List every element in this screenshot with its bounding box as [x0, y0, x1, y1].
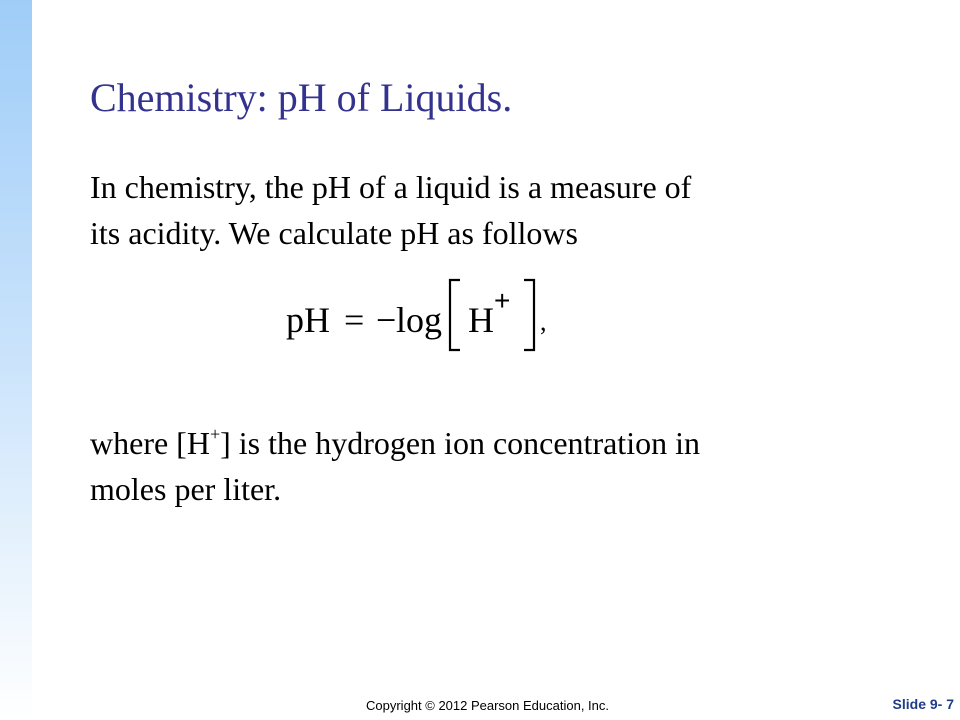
formula-equals: =: [344, 300, 365, 340]
intro-line-1: In chemistry, the pH of a liquid is a measure of: [90, 169, 692, 205]
formula-comma: ,: [540, 307, 547, 336]
explanation-line-2: moles per liter.: [90, 471, 282, 507]
explanation-paragraph: [90, 411, 810, 512]
formula-minus: −: [376, 300, 397, 340]
copyright-notice: Copyright © 2012 Pearson Education, Inc.: [366, 698, 610, 713]
explanation-suffix: ] is the hydrogen ion concentration in: [220, 425, 700, 461]
left-bracket: [450, 280, 460, 350]
intro-paragraph: [90, 164, 810, 256]
ph-formula: [284, 272, 564, 356]
right-bracket: [524, 280, 534, 350]
explanation-prefix: where [H: [90, 425, 210, 461]
slide-title: Chemistry: pH of Liquids.: [90, 75, 513, 120]
formula-charge: +: [494, 285, 511, 316]
formula-ion: H: [468, 300, 494, 340]
ph-formula-graphic: [284, 272, 564, 356]
hydrogen-charge-superscript: +: [209, 424, 221, 444]
sidebar-gradient-bar: [0, 0, 32, 720]
formula-lhs: pH: [286, 300, 330, 340]
formula-log: log: [396, 300, 443, 340]
explanation-line-1: [90, 411, 810, 466]
intro-line-2: its acidity. We calculate pH as follows: [90, 215, 578, 251]
slide-number: Slide 9- 7: [892, 696, 954, 712]
